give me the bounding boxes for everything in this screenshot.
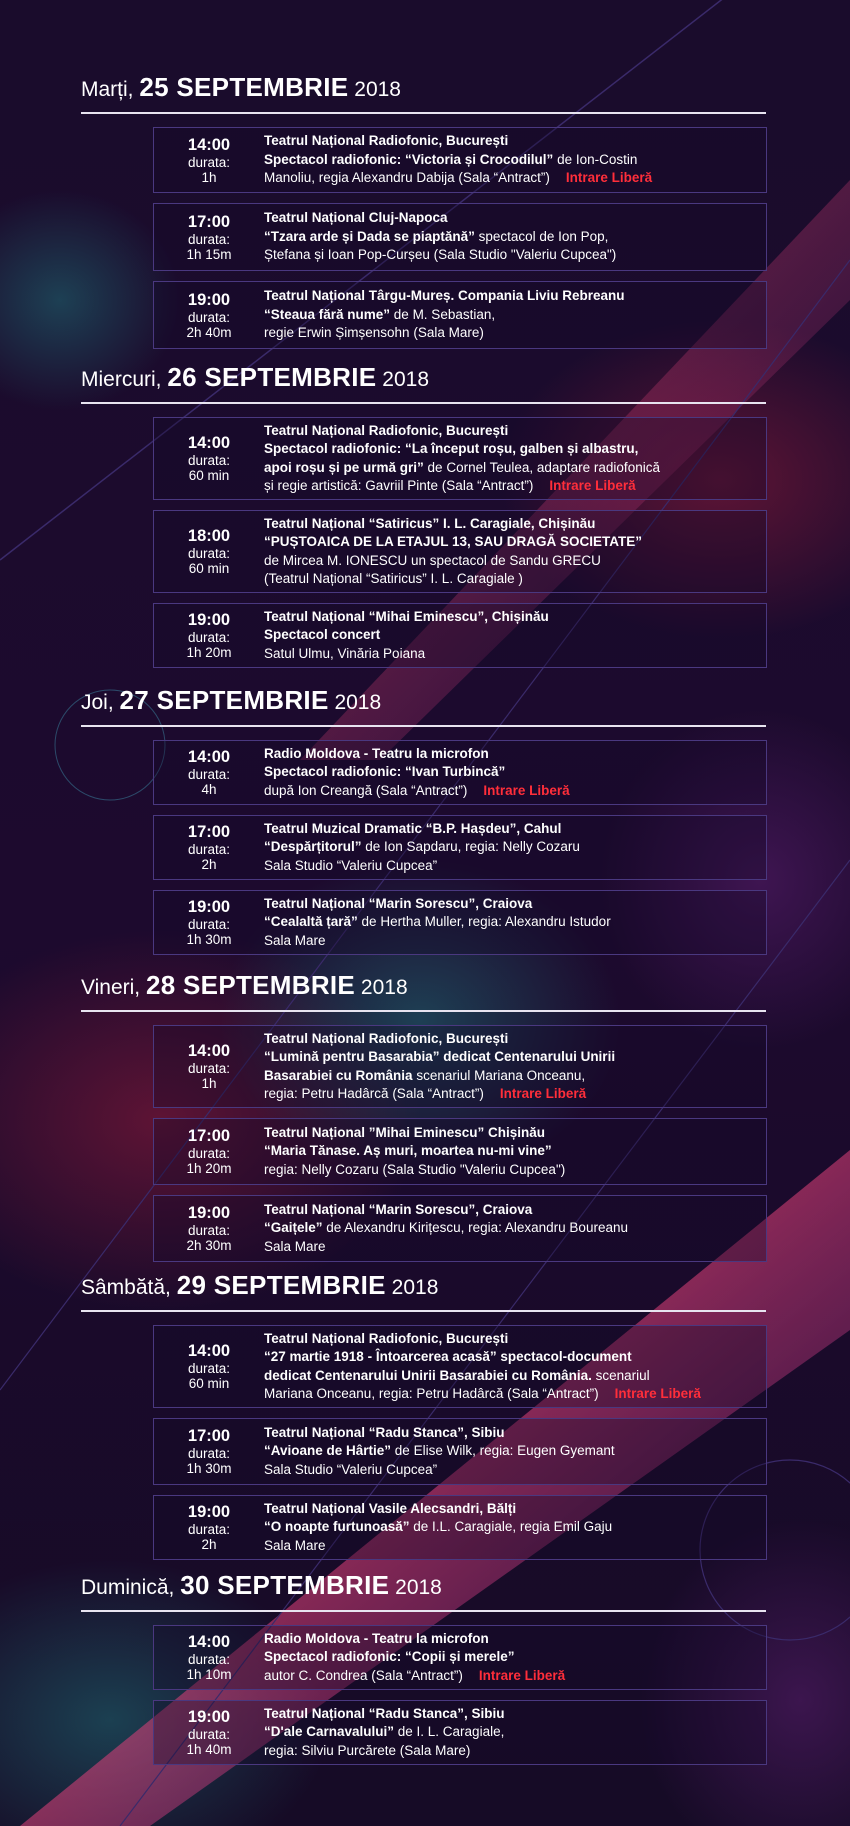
duration-label: durata: xyxy=(187,231,231,247)
event-card xyxy=(153,1625,767,1690)
duration-label: durata: xyxy=(187,1361,231,1376)
event-title-text: apoi roșu și pe urmă gri” xyxy=(264,459,424,475)
event-line xyxy=(264,440,760,459)
event-line xyxy=(264,1238,760,1257)
duration-label: durata: xyxy=(187,1146,231,1161)
day-divider xyxy=(81,1610,766,1612)
event-text: de M. Sebastian, xyxy=(390,306,496,322)
free-entry-badge: Intrare Liberă xyxy=(565,170,653,186)
event-text: scenariul Mariana Onceanu, xyxy=(412,1067,586,1083)
event-time-column xyxy=(154,204,264,270)
event-text: Sala Studio “Valeriu Cupcea” xyxy=(264,1461,438,1477)
event-venue xyxy=(264,515,760,534)
duration-label: durata: xyxy=(187,1061,231,1076)
event-details xyxy=(264,891,760,954)
event-time: 17:00 xyxy=(187,1427,231,1445)
event-text: Teatrul Național “Radu Stanca”, Sibiu xyxy=(264,1705,505,1721)
event-venue xyxy=(264,132,760,151)
event-time: 19:00 xyxy=(187,1708,231,1726)
day-heading xyxy=(81,1570,766,1610)
event-text: de Ion Sapdaru, regia: Nelly Cozaru xyxy=(361,839,580,855)
event-line xyxy=(264,324,760,343)
day-date: 27 SEPTEMBRIE xyxy=(119,685,329,715)
event-text: Sala Mare xyxy=(264,1238,326,1254)
day-date: 28 SEPTEMBRIE xyxy=(146,970,356,1000)
event-line xyxy=(264,932,760,951)
day-date: 25 SEPTEMBRIE xyxy=(139,72,349,102)
event-card xyxy=(153,1118,767,1185)
event-line xyxy=(264,1385,760,1404)
duration-label: durata: xyxy=(187,1652,231,1667)
event-time-column xyxy=(154,741,264,804)
event-line xyxy=(264,1742,760,1761)
event-text: Teatrul Național Radiofonic, București xyxy=(264,422,509,438)
event-details xyxy=(264,282,760,348)
event-title-text: Basarabiei cu România xyxy=(264,1067,413,1083)
event-time: 17:00 xyxy=(187,823,231,841)
event-text: Teatrul Național Radiofonic, București xyxy=(264,133,509,149)
event-text: Teatrul Național “Mihai Eminescu”, Chișinău xyxy=(264,608,549,624)
duration-value: 2h xyxy=(201,1537,217,1552)
event-line xyxy=(264,1367,760,1386)
event-venue xyxy=(264,287,760,306)
event-time: 19:00 xyxy=(187,1503,231,1521)
event-title-text: “Lumină pentru Basarabia” dedicat Centenarului Unirii xyxy=(264,1049,616,1064)
event-line xyxy=(264,857,760,876)
event-details xyxy=(264,1496,760,1559)
event-text: regie Erwin Șimșensohn (Sala Mare) xyxy=(264,325,484,341)
event-time-column xyxy=(154,128,264,192)
day-divider xyxy=(81,1310,766,1312)
duration-value: 1h xyxy=(201,1076,217,1091)
event-text: Teatrul Național Târgu-Mureș. Compania Liviu Rebreanu xyxy=(264,288,625,304)
event-details xyxy=(264,1626,760,1689)
event-text: Sala Studio “Valeriu Cupcea” xyxy=(264,857,438,873)
event-line xyxy=(264,1648,760,1667)
event-details xyxy=(264,418,760,499)
event-card xyxy=(153,603,767,668)
event-line xyxy=(264,645,760,664)
day-year: 2018 xyxy=(382,368,429,391)
event-time: 14:00 xyxy=(187,1042,231,1060)
event-venue xyxy=(264,1705,760,1724)
event-line xyxy=(264,1348,760,1367)
event-time: 19:00 xyxy=(187,290,231,309)
event-time: 17:00 xyxy=(187,1127,231,1145)
event-text: Teatrul Național “Satiricus” I. L. Caragiale, Chișinău xyxy=(264,515,596,531)
event-card xyxy=(153,815,767,880)
day-divider xyxy=(81,112,766,114)
day-heading xyxy=(81,970,766,1010)
duration-value: 60 min xyxy=(188,468,230,483)
duration-label: durata: xyxy=(187,767,231,782)
event-card xyxy=(153,1700,767,1765)
event-line xyxy=(264,1537,760,1556)
event-text: de Ion-Costin xyxy=(553,151,638,167)
event-time: 14:00 xyxy=(187,1633,231,1651)
event-text: Ștefana și Ioan Pop-Curșeu (Sala Studio "Valeriu Cupcea") xyxy=(264,247,617,263)
duration-value: 1h 40m xyxy=(186,1742,232,1757)
event-details xyxy=(264,128,760,192)
event-time-column xyxy=(154,816,264,879)
event-card xyxy=(153,1418,767,1485)
day-year: 2018 xyxy=(391,1276,439,1299)
event-text: de Elise Wilk, regia: Eugen Gyemant xyxy=(391,1443,615,1459)
event-venue xyxy=(264,745,760,764)
event-details xyxy=(264,604,760,667)
event-venue xyxy=(264,608,760,627)
event-time-column xyxy=(154,1701,264,1764)
event-text: de Cornel Teulea, adaptare radiofonică xyxy=(423,459,660,475)
duration-value: 1h 30m xyxy=(186,1461,232,1476)
event-text: scenariul xyxy=(591,1367,650,1383)
event-line xyxy=(264,1142,760,1161)
event-line xyxy=(264,1723,760,1742)
event-text: Teatrul Național “Radu Stanca”, Sibiu xyxy=(264,1424,505,1440)
event-time-column xyxy=(154,418,264,499)
free-entry-badge: Intrare Liberă xyxy=(614,1386,701,1401)
event-venue xyxy=(264,209,760,228)
event-details xyxy=(264,1119,760,1184)
event-line xyxy=(264,552,760,571)
event-text: regia: Nelly Cozaru (Sala Studio "Valeriu Cupcea") xyxy=(264,1161,566,1177)
event-venue xyxy=(264,1201,760,1220)
event-title-text: Spectacol concert xyxy=(264,627,381,643)
event-card xyxy=(153,203,767,271)
event-text: Radio Moldova - Teatru la microfon xyxy=(264,1630,489,1646)
event-title-text: “Maria Tănase. Aș muri, moartea nu-mi vine” xyxy=(264,1143,552,1159)
event-line xyxy=(264,626,760,645)
event-time: 18:00 xyxy=(187,527,231,545)
event-line xyxy=(264,570,760,589)
day-heading xyxy=(81,685,766,725)
event-time-column xyxy=(154,1326,264,1407)
event-text: autor C. Condrea (Sala “Antract”) xyxy=(264,1667,463,1683)
event-title-text: “O noapte furtunoasă” xyxy=(264,1519,410,1535)
event-text: Satul Ulmu, Vinăria Poiana xyxy=(264,645,426,661)
day-date: 26 SEPTEMBRIE xyxy=(167,362,377,392)
event-time-column xyxy=(154,1626,264,1689)
event-title-text: “Despărțitorul” xyxy=(264,839,362,855)
event-title-text: “Steaua fără nume” xyxy=(264,306,391,322)
event-text: regia: Silviu Purcărete (Sala Mare) xyxy=(264,1742,471,1758)
event-card xyxy=(153,1025,767,1108)
weekday-name: Joi, xyxy=(81,691,114,714)
weekday-name: Vineri, xyxy=(81,976,141,999)
event-text: de I. L. Caragiale, xyxy=(394,1724,505,1740)
duration-label: durata: xyxy=(187,842,231,857)
event-card xyxy=(153,281,767,349)
duration-label: durata: xyxy=(187,154,231,170)
duration-value: 1h 10m xyxy=(186,1667,232,1682)
event-title-text: “27 martie 1918 - Întoarcerea acasă” spectacol-document xyxy=(264,1349,632,1364)
day-date: 29 SEPTEMBRIE xyxy=(176,1270,386,1300)
duration-value: 1h 20m xyxy=(186,645,232,660)
duration-label: durata: xyxy=(187,453,231,468)
event-line xyxy=(264,246,760,265)
duration-value: 1h 15m xyxy=(186,246,232,262)
event-text: de Hertha Muller, regia: Alexandru Istudor xyxy=(357,914,611,930)
event-card xyxy=(153,510,767,593)
duration-label: durata: xyxy=(187,917,231,932)
duration-value: 1h 30m xyxy=(186,932,232,947)
event-time: 19:00 xyxy=(187,611,231,629)
event-title-text: “Avioane de Hârtie” xyxy=(264,1443,392,1459)
day-heading xyxy=(81,1270,766,1310)
event-line xyxy=(264,1442,760,1461)
event-venue xyxy=(264,820,760,839)
event-card xyxy=(153,1195,767,1262)
duration-label: durata: xyxy=(187,546,231,561)
duration-value: 60 min xyxy=(188,561,230,576)
event-card xyxy=(153,740,767,805)
event-text: (Teatrul Național “Satiricus” I. L. Caragiale ) xyxy=(264,571,523,586)
event-title-text: dedicat Centenarului Unirii Basarabiei cu România. xyxy=(264,1367,592,1383)
day-year: 2018 xyxy=(334,691,382,714)
event-details xyxy=(264,511,760,592)
event-text: de Mircea M. IONESCU un spectacol de Sandu GRECU xyxy=(264,552,601,568)
event-title-text: Spectacol radiofonic: “Ivan Turbincă” xyxy=(264,764,506,780)
event-line xyxy=(264,1518,760,1537)
event-venue xyxy=(264,422,760,441)
event-line xyxy=(264,1219,760,1238)
event-venue xyxy=(264,1030,760,1049)
event-time: 14:00 xyxy=(187,434,231,452)
event-text: de Alexandru Kirițescu, regia: Alexandru Boureanu xyxy=(322,1220,628,1236)
event-text: Sala Mare xyxy=(264,1537,326,1553)
event-line xyxy=(264,1048,760,1067)
event-details xyxy=(264,1026,760,1107)
event-time-column xyxy=(154,282,264,348)
duration-value: 2h xyxy=(201,857,217,872)
event-text: de I.L. Caragiale, regia Emil Gaju xyxy=(409,1519,613,1535)
event-time-column xyxy=(154,1419,264,1484)
event-line xyxy=(264,228,760,247)
weekday-name: Duminică, xyxy=(81,1576,175,1599)
duration-value: 2h 40m xyxy=(186,324,232,340)
event-time: 14:00 xyxy=(187,135,231,154)
day-divider xyxy=(81,725,766,727)
event-text: Sala Mare xyxy=(264,932,326,948)
event-card xyxy=(153,417,767,500)
event-text: Teatrul Muzical Dramatic “B.P. Hașdeu”, Cahul xyxy=(264,820,562,836)
event-time: 19:00 xyxy=(187,1204,231,1222)
event-title-text: “PUȘTOAICA DE LA ETAJUL 13, SAU DRAGĂ SOCIETATE” xyxy=(264,534,643,549)
day-heading xyxy=(81,72,766,112)
event-details xyxy=(264,741,760,804)
day-divider xyxy=(81,1010,766,1012)
event-line xyxy=(264,169,760,188)
weekday-name: Marți, xyxy=(81,78,134,101)
free-entry-badge: Intrare Liberă xyxy=(549,478,636,493)
duration-label: durata: xyxy=(187,630,231,645)
duration-value: 4h xyxy=(201,782,217,797)
duration-label: durata: xyxy=(187,1223,231,1238)
event-line xyxy=(264,782,760,801)
weekday-name: Miercuri, xyxy=(81,368,162,391)
event-text: Teatrul Național “Marin Sorescu”, Craiova xyxy=(264,895,533,911)
free-entry-badge: Intrare Liberă xyxy=(499,1086,587,1101)
event-time-column xyxy=(154,1026,264,1107)
event-text: Mariana Onceanu, regia: Petru Hadârcă (Sala “Antract”) xyxy=(264,1386,599,1401)
event-title-text: Spectacol radiofonic: “Victoria și Crocodilul” xyxy=(264,151,554,167)
event-line xyxy=(264,477,760,496)
event-details xyxy=(264,1701,760,1764)
event-venue xyxy=(264,1424,760,1443)
event-time-column xyxy=(154,511,264,592)
event-card xyxy=(153,890,767,955)
event-time: 14:00 xyxy=(187,1342,231,1360)
event-line xyxy=(264,533,760,552)
duration-value: 60 min xyxy=(188,1376,230,1391)
event-time-column xyxy=(154,1496,264,1559)
free-entry-badge: Intrare Liberă xyxy=(483,782,570,798)
event-title-text: Spectacol radiofonic: “La început roșu, galben și albastru, xyxy=(264,441,639,456)
event-text: Teatrul Național Radiofonic, București xyxy=(264,1330,509,1346)
event-venue xyxy=(264,1124,760,1143)
event-line xyxy=(264,459,760,478)
event-title-text: Spectacol radiofonic: “Copii și merele” xyxy=(264,1649,515,1665)
day-year: 2018 xyxy=(360,976,408,999)
event-text: și regie artistică: Gavriil Pinte (Sala “Antract”) xyxy=(264,478,534,493)
event-line xyxy=(264,1461,760,1480)
event-text: Teatrul Național Radiofonic, București xyxy=(264,1030,509,1046)
event-details xyxy=(264,1326,760,1407)
weekday-name: Sâmbătă, xyxy=(81,1276,171,1299)
event-text: Teatrul Național ”Mihai Eminescu” Chișinău xyxy=(264,1124,546,1140)
event-time-column xyxy=(154,604,264,667)
event-details xyxy=(264,204,760,270)
event-title-text: “Gaițele” xyxy=(264,1220,323,1236)
day-divider xyxy=(81,402,766,404)
event-text: regia: Petru Hadârcă (Sala “Antract”) xyxy=(264,1086,484,1101)
duration-label: durata: xyxy=(187,1522,231,1537)
event-details xyxy=(264,816,760,879)
day-year: 2018 xyxy=(354,78,401,101)
event-line xyxy=(264,838,760,857)
event-time: 17:00 xyxy=(187,212,231,231)
duration-label: durata: xyxy=(187,1727,231,1742)
event-card xyxy=(153,1325,767,1408)
duration-label: durata: xyxy=(187,1446,231,1461)
duration-value: 1h 20m xyxy=(186,1161,232,1176)
day-date: 30 SEPTEMBRIE xyxy=(180,1570,390,1600)
event-time: 19:00 xyxy=(187,898,231,916)
event-text: spectacol de Ion Pop, xyxy=(474,228,609,244)
event-text: Manoliu, regia Alexandru Dabija (Sala “Antract”) xyxy=(264,170,550,186)
day-year: 2018 xyxy=(395,1576,442,1599)
event-line xyxy=(264,151,760,170)
event-line xyxy=(264,1067,760,1086)
day-heading xyxy=(81,362,766,402)
event-text: Teatrul Național Cluj-Napoca xyxy=(264,210,448,226)
event-venue xyxy=(264,1630,760,1649)
event-time: 14:00 xyxy=(187,748,231,766)
event-venue xyxy=(264,895,760,914)
event-text: Radio Moldova - Teatru la microfon xyxy=(264,745,489,761)
event-text: Teatrul Național Vasile Alecsandri, Bălți xyxy=(264,1500,517,1516)
event-text: Teatrul Național “Marin Sorescu”, Craiova xyxy=(264,1201,533,1217)
event-line xyxy=(264,306,760,325)
event-title-text: “Tzara arde și Dada se piaptănă” xyxy=(264,228,475,244)
event-details xyxy=(264,1196,760,1261)
event-venue xyxy=(264,1330,760,1349)
event-card xyxy=(153,1495,767,1560)
duration-value: 2h 30m xyxy=(186,1238,232,1253)
event-details xyxy=(264,1419,760,1484)
event-venue xyxy=(264,1500,760,1519)
duration-value: 1h xyxy=(201,169,217,185)
event-line xyxy=(264,1161,760,1180)
event-text: după Ion Creangă (Sala “Antract”) xyxy=(264,782,468,798)
event-card xyxy=(153,127,767,193)
event-time-column xyxy=(154,1119,264,1184)
event-line xyxy=(264,763,760,782)
duration-label: durata: xyxy=(187,309,231,325)
event-time-column xyxy=(154,1196,264,1261)
event-line xyxy=(264,1667,760,1686)
free-entry-badge: Intrare Liberă xyxy=(478,1667,566,1683)
event-title-text: “D'ale Carnavalului” xyxy=(264,1724,395,1740)
event-line xyxy=(264,1085,760,1104)
event-line xyxy=(264,913,760,932)
event-title-text: “Cealaltă țară” xyxy=(264,914,358,930)
event-time-column xyxy=(154,891,264,954)
